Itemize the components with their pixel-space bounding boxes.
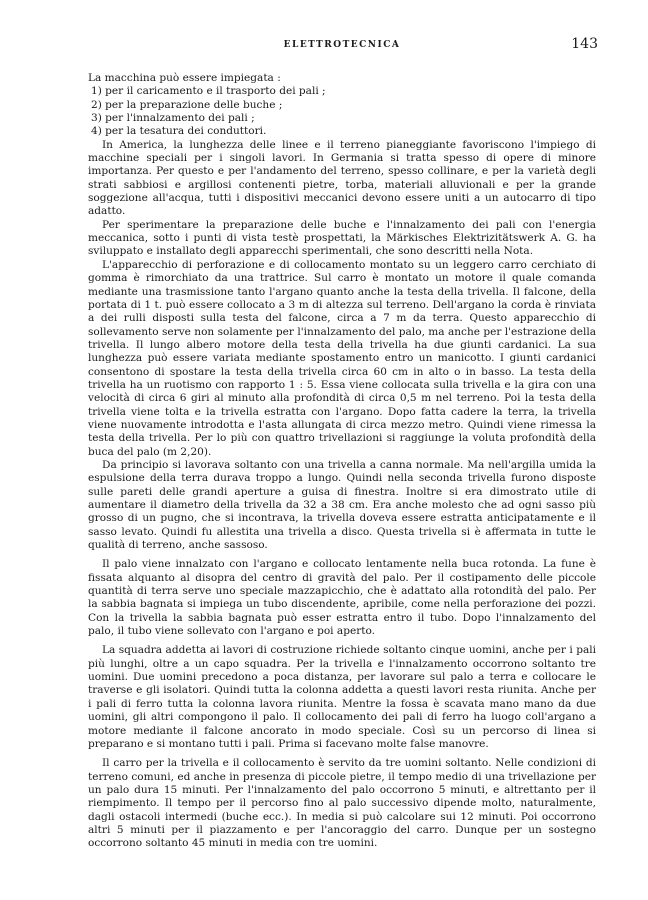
list-item: 3) per l'innalzamento dei pali ;	[91, 112, 255, 125]
list-item: 2) per la preparazione delle buche ;	[91, 98, 283, 111]
page-header	[86, 38, 598, 54]
running-title: ELETTROTECNICA	[283, 40, 401, 50]
paragraph-sperimentare: Per sperimentare la preparazione delle buche e l'innalzamento dei pali con l'energia meccanica, sotto i punti di vista testè prospettati, la Märkisches Elektrizitätswerk A. G. ha sviluppato e installato degli apparecchi sperimentali, che sono descritti nella Nota.	[88, 218, 596, 258]
paragraph-palo: Il palo viene innalzato con l'argano e collocato lentamente nella buca rotonda. La fune è fissata alquanto al disopra del centro di gravità del palo. Per il costipamento delle piccole quantità di terra serve uno speciale mazzapicchio, che è adattato alla rotondità del palo. Per la sabbia bagnata si impiega un tubo discendente, apribile, come nella perforazione dei pozzi. Con la trivella la sabbia bagnata può esser estratta entro il tubo. Dopo l'innalzamento del palo, il tubo viene sollevato con l'argano e poi aperto.	[88, 558, 596, 638]
paragraph-squadra: La squadra addetta ai lavori di costruzione richiede soltanto cinque uomini, anche per i pali più lunghi, oltre a un capo squadra. Per la trivella e l'innalzamento occorrono soltanto tre uomini. Due uomini precedono a poca distanza, per lavorare sul palo a terra e collocare le traverse e gli isolatori. Quindi tutta la colonna addetta a questi lavori resta riunita. Anche per i pali di ferro tutta la colonna lavora riunita. Mentre la fossa è scavata mano mano da due uomini, gli altri compongono il palo. Il collocamento dei pali di ferro ha luogo coll'argano a motore mediante il falcone ancorato in modo speciale. Così su un percorso di linea si preparano e si montano tutti i pali. Prima si facevano molte false manovre.	[88, 644, 596, 750]
body-text	[88, 72, 596, 851]
page-number: 143	[571, 36, 598, 52]
paragraph-trivella: Da principio si lavorava soltanto con una trivella a canna normale. Ma nell'argilla umida la espulsione della terra durava troppo a lungo. Quindi nella seconda trivella furono disposte sulle pareti delle grandi aperture a guisa di finestra. Inoltre si era dimostrato utile di aumentare il diametro della trivella da 32 a 38 cm. Era anche molesto che ad ogni sasso più grosso di un pugno, che si incontrava, la trivella doveva essere estratta anticipatamente e il sasso levato. Quindi fu allestita una trivella a disco. Questa trivella si è affermata in tutte le qualità di terreno, anche sassoso.	[88, 458, 596, 552]
list-item: 4) per la tesatura dei conduttori.	[91, 125, 267, 138]
paragraph-apparecchio: L'apparecchio di perforazione e di collocamento montato su un leggero carro cerchiato di gomma è rimorchiato da una trattrice. Sul carro è montato un motore il quale comanda mediante una trasmissione tanto l'argano quanto anche la testa della trivella. Il falcone, della portata di 1 t. può essere collocato a 3 m di altezza sul terreno. Dell'argano la corda è rinviata a dei rulli disposti sulla testa del falcone, circa a 7 m da terra. Questo apparecchio di sollevamento serve non solamente per l'innalzamento del palo, ma anche per l'estrazione della trivella. Il lungo albero motore della testa della trivella ha due giunti cardanici. La sua lunghezza può essere variata mediante spostamento entro un manicotto. I giunti cardanici consentono di spostare la testa della trivella circa 60 cm in alto o in basso. La testa della trivella ha un ruotismo con rapporto 1 : 5. Essa viene collocata sulla trivella e la gira con una velocità di circa 6 giri al minuto alla profondità di circa 0,5 m nel terreno. Poi la testa della trivella viene tolta e la trivella estratta con l'argano. Dopo fatta cadere la terra, la trivella viene nuovamente introdotta e l'asta allungata di circa mezzo metro. Quindi viene rimessa la testa della trivella. Per lo più con quattro trivellazioni si raggiunge la voluta profondità della buca del palo (m 2,20).	[88, 258, 596, 458]
paragraph-carro: Il carro per la trivella e il collocamento è servito da tre uomini soltanto. Nelle condizioni di terreno comuni, ed anche in presenza di piccole pietre, il tempo medio di una trivellazione per un palo dura 15 minuti. Per l'innalzamento del palo occorrono 5 minuti, e altrettanto per il riempimento. Il tempo per il percorso fino al palo successivo dipende molto, naturalmente, dagli ostacoli intermedi (buche ecc.). In media si può calcolare sui 12 minuti. Poi occorrono altri 5 minuti per il piazzamento e per l'ancoraggio del carro. Dunque per un sostegno occorrono soltanto 45 minuti in media con tre uomini.	[88, 757, 596, 850]
list-item: 1) per il caricamento e il trasporto dei pali ;	[91, 85, 326, 98]
paragraph-america: In America, la lunghezza delle linee e il terreno pianeggiante favoriscono l'impiego di macchine speciali per i singoli lavori. In Germania si tratta spesso di opere di minore importanza. Per questo e per l'andamento del terreno, spesso collinare, e per la varietà degli strati sabbiosi e argillosi contenenti pietre, torba, materiali alluvionali e per la grande soggezione all'acqua, tutti i dispositivi meccanici devono essere uniti a un autocarro di tipo adatto.	[88, 138, 596, 218]
list-intro: La macchina può essere impiegata :	[88, 72, 281, 84]
